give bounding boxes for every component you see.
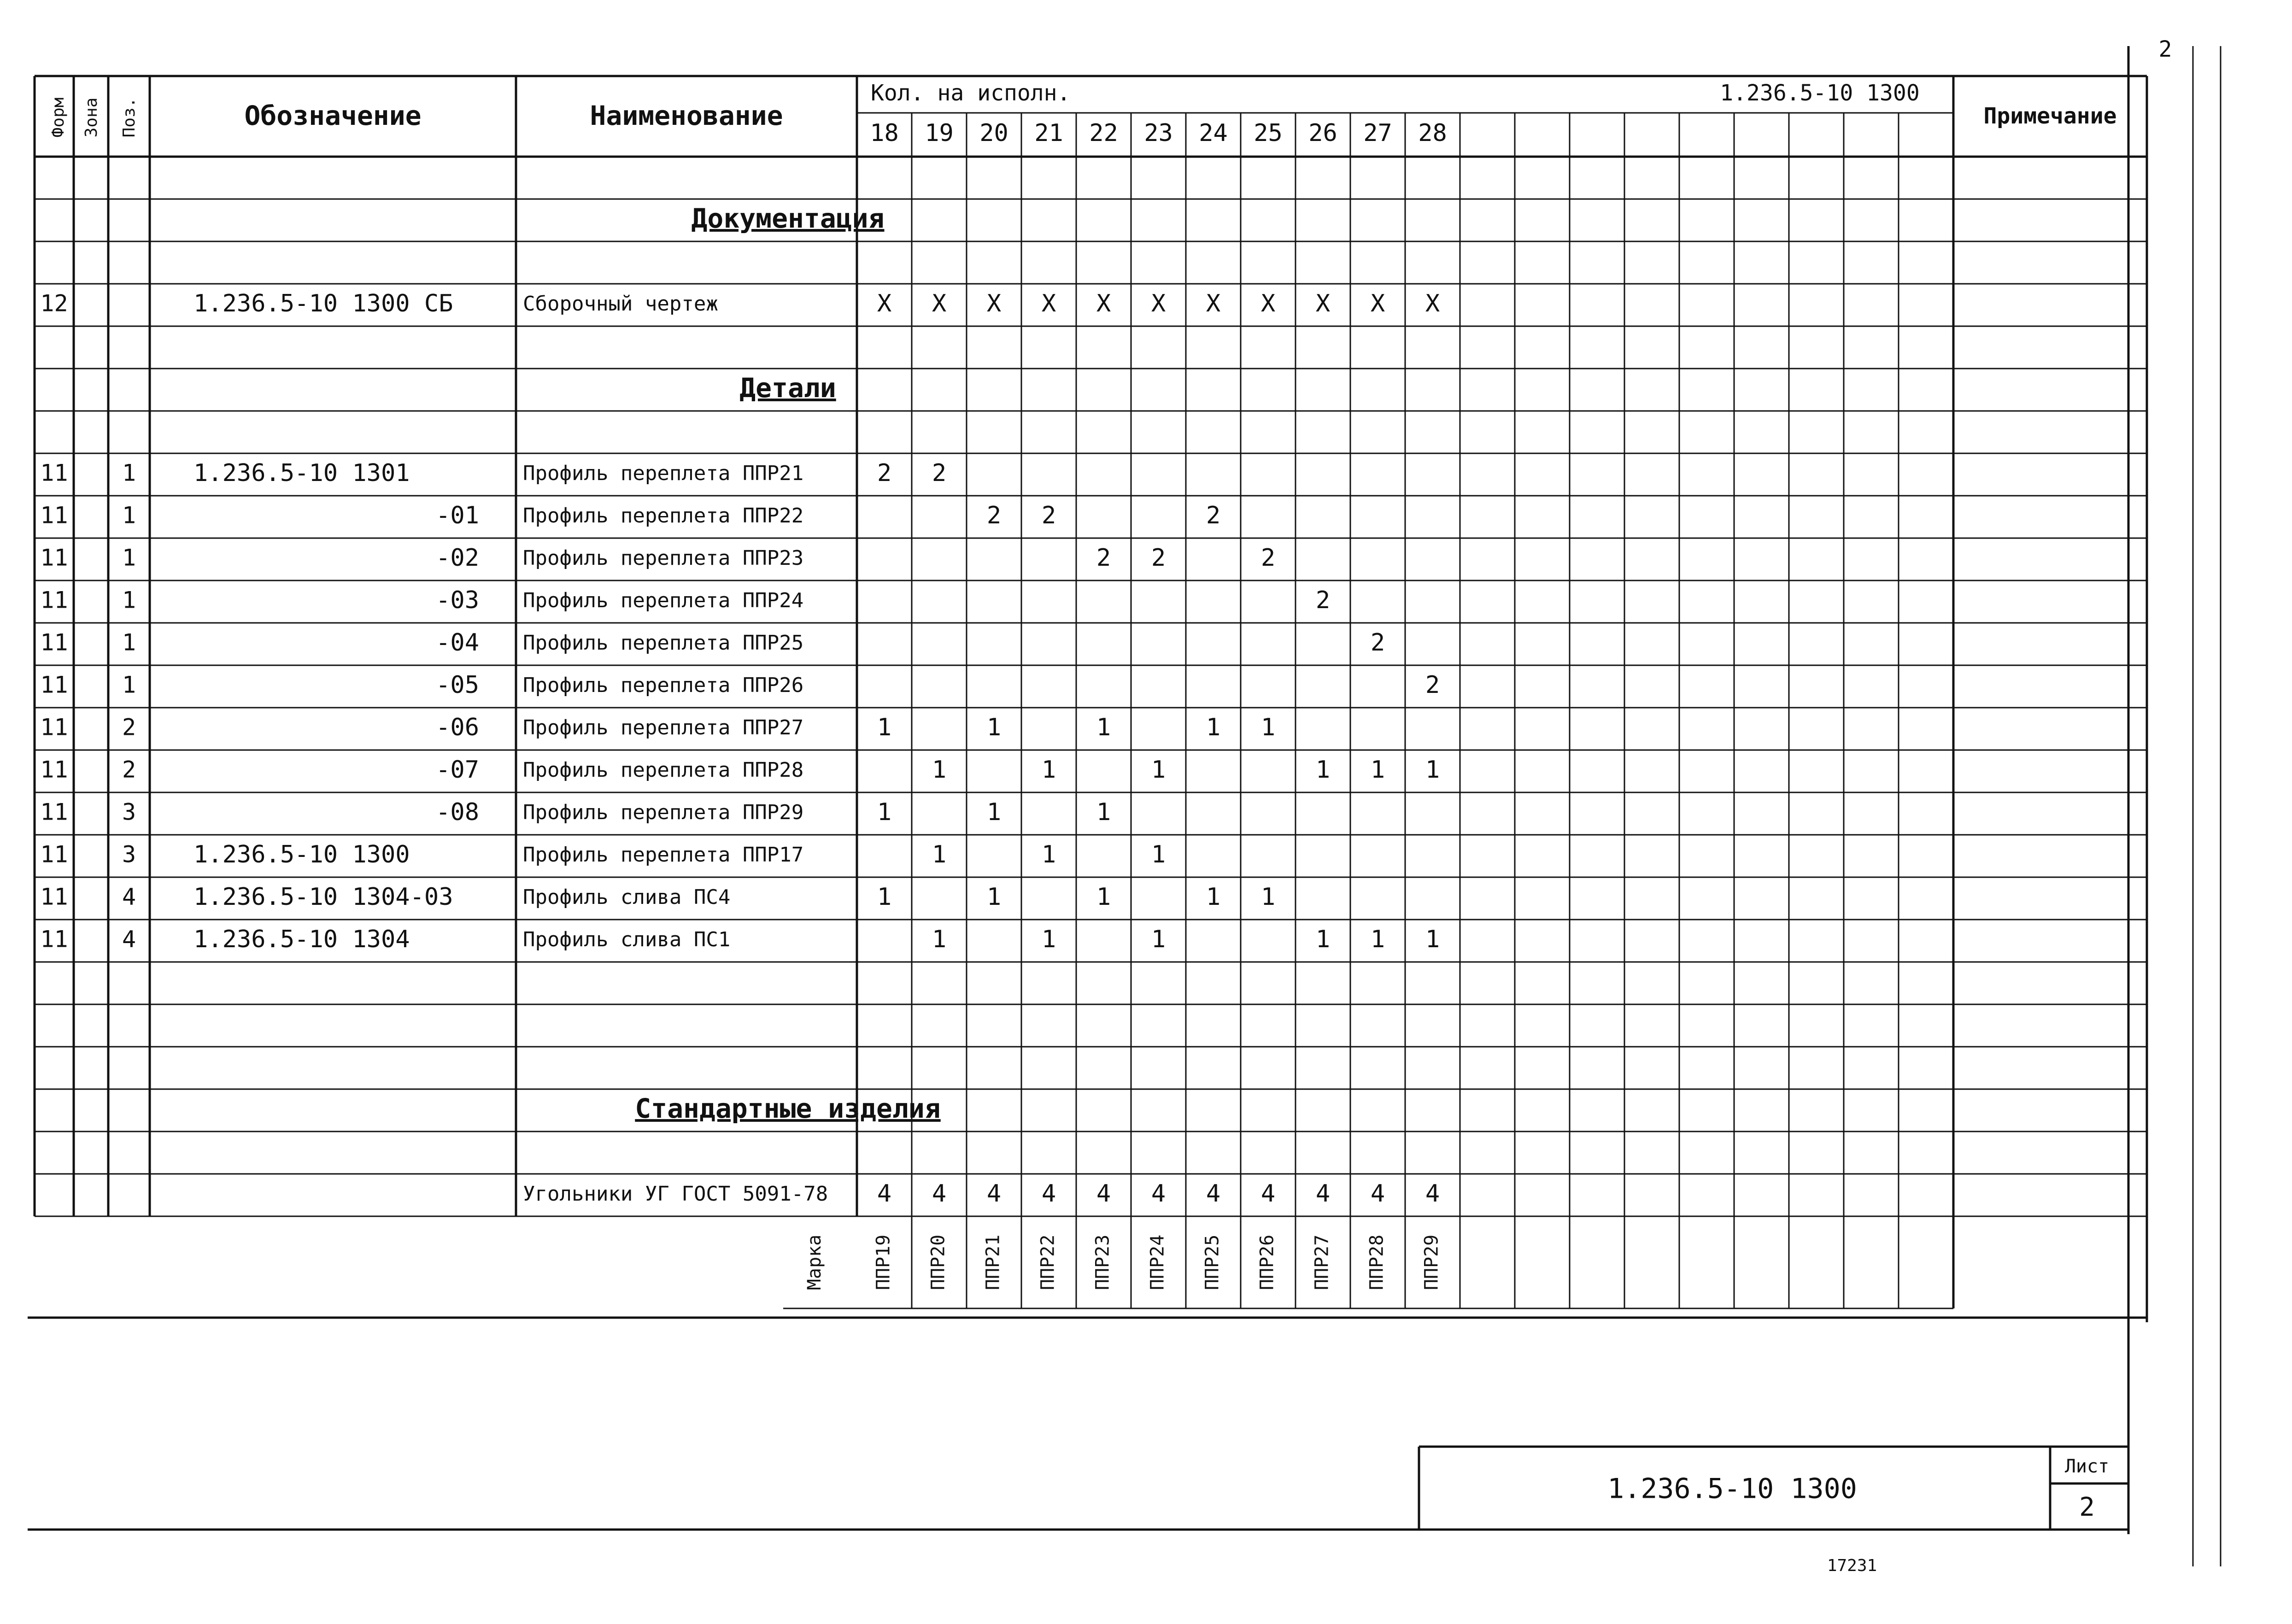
- mark-value: ППР28: [1366, 1234, 1388, 1290]
- row-qty: 1: [1096, 714, 1111, 741]
- row-qty: X: [986, 290, 1002, 317]
- row-form: 11: [40, 629, 68, 656]
- row-designation: 1.236.5-10 1300: [193, 841, 410, 868]
- row-name: Профиль слива ПС1: [523, 928, 731, 951]
- header-variant: 20: [979, 119, 1008, 147]
- row-qty: 4: [932, 1180, 947, 1208]
- title-block-code: 1.236.5-10 1300: [1607, 1472, 1857, 1505]
- mark-value: ППР23: [1092, 1234, 1114, 1290]
- row-name: Профиль переплета ППР28: [523, 758, 804, 782]
- row-qty: 1: [1370, 756, 1385, 784]
- row-qty: 1: [1206, 883, 1221, 911]
- row-qty: X: [877, 290, 892, 317]
- row-qty: 1: [1041, 926, 1056, 953]
- section-title: Документация: [691, 203, 885, 235]
- table-cells: [40, 80, 2116, 1290]
- row-designation: -01: [436, 502, 479, 529]
- row-qty: 1: [986, 798, 1002, 826]
- header-variant: 24: [1199, 119, 1228, 147]
- mark-value: ППР26: [1256, 1234, 1278, 1290]
- row-qty: X: [1041, 290, 1056, 317]
- row-qty: 1: [932, 756, 947, 784]
- row-qty: 1: [1315, 926, 1331, 953]
- row-qty: 4: [1151, 1180, 1166, 1208]
- row-designation: -03: [436, 586, 479, 614]
- mark-value: ППР24: [1147, 1234, 1168, 1290]
- row-qty: 1: [986, 714, 1002, 741]
- header-variant: 23: [1144, 119, 1173, 147]
- row-pos: 1: [122, 586, 136, 614]
- sheet-border: [28, 36, 2221, 1575]
- page-number-fragment: 2: [2158, 36, 2172, 62]
- row-qty: 4: [1260, 1180, 1276, 1208]
- row-qty: 4: [1206, 1180, 1221, 1208]
- row-qty: 2: [1370, 629, 1385, 657]
- header-variant: 21: [1034, 119, 1063, 147]
- row-name: Профиль переплета ППР24: [523, 589, 804, 612]
- row-name: Профиль переплета ППР23: [523, 546, 804, 570]
- row-qty: 4: [877, 1180, 892, 1208]
- header-note: Примечание: [1983, 103, 2117, 129]
- header-designation: Обозначение: [244, 100, 422, 132]
- row-form: 11: [40, 544, 68, 571]
- header-qty: Кол. на исполн.: [871, 80, 1071, 106]
- row-qty: X: [1206, 290, 1221, 317]
- row-name: Профиль переплета ППР25: [523, 631, 804, 655]
- mark-value: ППР22: [1037, 1234, 1059, 1290]
- table-grid: [35, 76, 2147, 1322]
- row-qty: 1: [1041, 841, 1056, 868]
- header-variant: 26: [1308, 119, 1337, 147]
- row-qty: 1: [877, 714, 892, 741]
- row-pos: 3: [122, 798, 136, 826]
- row-designation: -02: [436, 544, 479, 572]
- row-qty: 1: [1425, 926, 1440, 953]
- header-pos: Поз.: [120, 97, 139, 138]
- row-designation: 1.236.5-10 1304: [193, 926, 410, 953]
- row-pos: 1: [122, 671, 136, 698]
- sheet-label: Лист: [2064, 1456, 2110, 1477]
- row-designation: -05: [436, 671, 479, 699]
- row-form: 11: [40, 841, 68, 868]
- row-qty: 4: [1096, 1180, 1111, 1208]
- row-qty: 1: [1151, 926, 1166, 953]
- row-qty: X: [1151, 290, 1166, 317]
- row-form: 11: [40, 756, 68, 783]
- header-variant: 27: [1363, 119, 1392, 147]
- row-qty: 1: [1206, 714, 1221, 741]
- row-form: 11: [40, 926, 68, 953]
- row-qty: 1: [1041, 756, 1056, 784]
- row-name: Профиль переплета ППР29: [523, 801, 804, 824]
- mark-value: ППР29: [1421, 1234, 1442, 1290]
- row-qty: 1: [1370, 926, 1385, 953]
- row-name: Профиль переплета ППР27: [523, 716, 804, 739]
- row-name: Профиль переплета ППР26: [523, 674, 804, 697]
- row-qty: 1: [1425, 756, 1440, 784]
- sheet-number: 2: [2079, 1492, 2095, 1523]
- row-qty: X: [1260, 290, 1276, 317]
- header-variant: 18: [870, 119, 899, 147]
- row-qty: 1: [1260, 883, 1276, 911]
- row-qty: X: [1315, 290, 1331, 317]
- row-form: 11: [40, 798, 68, 826]
- row-qty: 2: [1151, 544, 1166, 572]
- row-pos: 2: [122, 714, 136, 741]
- row-pos: 1: [122, 629, 136, 656]
- row-qty: 2: [986, 502, 1002, 529]
- row-name: Профиль переплета ППР22: [523, 504, 804, 528]
- row-designation: 1.236.5-10 1304-03: [193, 883, 453, 911]
- row-designation: 1.236.5-10 1301: [193, 459, 410, 487]
- row-qty: 2: [1260, 544, 1276, 572]
- mark-value: ППР25: [1202, 1234, 1223, 1290]
- row-pos: 1: [122, 544, 136, 571]
- row-qty: 4: [986, 1180, 1002, 1208]
- row-qty: 1: [1315, 756, 1331, 784]
- row-qty: 1: [932, 841, 947, 868]
- row-pos: 2: [122, 756, 136, 783]
- row-qty: 1: [1260, 714, 1276, 741]
- row-qty: 4: [1041, 1180, 1056, 1208]
- row-qty: 4: [1315, 1180, 1331, 1208]
- row-qty: 1: [1151, 841, 1166, 868]
- row-qty: 4: [1370, 1180, 1385, 1208]
- header-variant: 19: [925, 119, 954, 147]
- row-qty: 2: [1315, 586, 1331, 614]
- row-name: Профиль переплета ППР17: [523, 843, 804, 867]
- row-qty: 1: [1096, 883, 1111, 911]
- row-designation: -08: [436, 798, 479, 826]
- row-name: Сборочный чертеж: [523, 292, 718, 316]
- row-name: Профиль переплета ППР21: [523, 462, 804, 485]
- mark-value: ППР21: [982, 1234, 1004, 1290]
- row-qty: 1: [877, 798, 892, 826]
- row-pos: 3: [122, 841, 136, 868]
- header-variant: 28: [1418, 119, 1447, 147]
- header-form: Форм: [49, 97, 68, 138]
- row-qty: 2: [1206, 502, 1221, 529]
- row-qty: 1: [986, 883, 1002, 911]
- row-pos: 4: [122, 883, 136, 910]
- row-form: 11: [40, 459, 68, 487]
- mark-value: ППР19: [873, 1234, 894, 1290]
- mark-value: ППР20: [927, 1234, 949, 1290]
- row-form: 11: [40, 671, 68, 698]
- row-qty: 4: [1425, 1180, 1440, 1208]
- row-designation: -07: [436, 756, 479, 784]
- marks-label: Марка: [804, 1234, 825, 1290]
- row-name: Профиль слива ПС4: [523, 885, 731, 909]
- row-qty: 2: [877, 459, 892, 487]
- row-qty: 2: [1425, 671, 1440, 699]
- row-qty: X: [1096, 290, 1111, 317]
- row-form: 11: [40, 883, 68, 910]
- section-title: Стандартные изделия: [635, 1093, 941, 1125]
- row-form: 11: [40, 586, 68, 614]
- row-qty: X: [932, 290, 947, 317]
- row-designation: 1.236.5-10 1300 СБ: [193, 290, 453, 317]
- bottom-fragment: 17231: [1827, 1556, 1877, 1575]
- row-qty: 1: [877, 883, 892, 911]
- row-form: 11: [40, 502, 68, 529]
- row-qty: 2: [932, 459, 947, 487]
- header-zone: Зона: [82, 97, 101, 138]
- row-qty: 1: [1151, 756, 1166, 784]
- row-designation: -04: [436, 629, 479, 657]
- row-form: 12: [40, 290, 68, 317]
- header-variant: 22: [1089, 119, 1118, 147]
- row-name: Угольники УГ ГОСТ 5091-78: [523, 1182, 828, 1206]
- row-pos: 1: [122, 502, 136, 529]
- row-designation: -06: [436, 714, 479, 741]
- row-qty: X: [1425, 290, 1440, 317]
- row-qty: 2: [1096, 544, 1111, 572]
- row-qty: 1: [1096, 798, 1111, 826]
- row-qty: X: [1370, 290, 1385, 317]
- row-qty: 2: [1041, 502, 1056, 529]
- row-form: 11: [40, 714, 68, 741]
- header-name: Наименование: [590, 100, 783, 132]
- row-qty: 1: [932, 926, 947, 953]
- mark-value: ППР27: [1311, 1234, 1333, 1290]
- header-variant: 25: [1254, 119, 1283, 147]
- section-title: Детали: [739, 372, 836, 404]
- row-pos: 4: [122, 926, 136, 953]
- row-pos: 1: [122, 459, 136, 487]
- header-doc-code: 1.236.5-10 1300: [1720, 80, 1920, 106]
